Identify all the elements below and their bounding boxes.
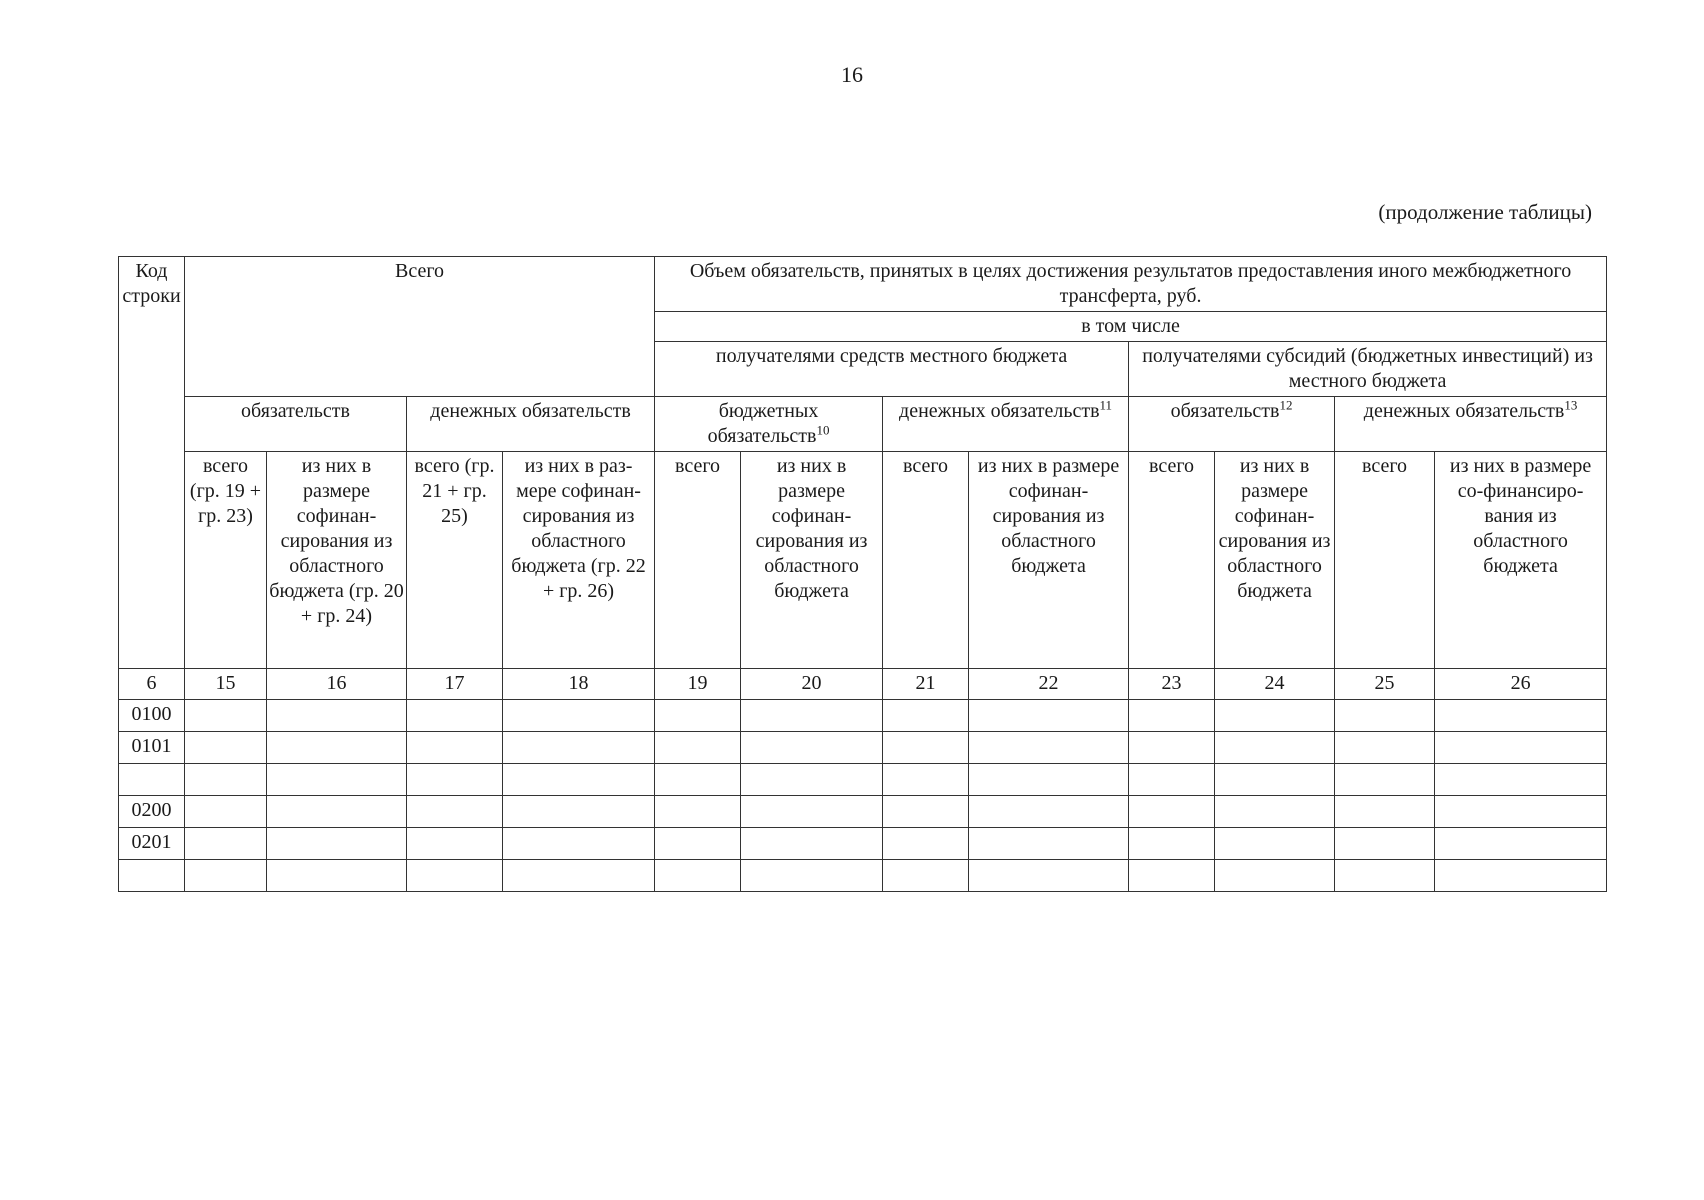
header-including: в том числе	[655, 312, 1607, 342]
column-number: 20	[741, 669, 883, 700]
table-cell[interactable]	[883, 732, 969, 764]
table-cell[interactable]	[883, 796, 969, 828]
table-row	[119, 828, 1607, 860]
table-cell[interactable]	[267, 828, 407, 860]
table-cell[interactable]	[969, 732, 1129, 764]
footnote-11: 11	[1099, 397, 1113, 413]
column-number: 18	[503, 669, 655, 700]
table-cell[interactable]	[969, 828, 1129, 860]
table-cell[interactable]	[655, 700, 741, 732]
header-col-15: всего (гр. 19 + гр. 23)	[185, 452, 267, 669]
column-number: 21	[883, 669, 969, 700]
column-number: 25	[1335, 669, 1435, 700]
header-monetary-obligations: денежных обязательств	[407, 397, 655, 452]
table-cell[interactable]	[1435, 732, 1607, 764]
table-cell[interactable]	[267, 700, 407, 732]
table-cell[interactable]	[741, 700, 883, 732]
table-cell[interactable]	[503, 700, 655, 732]
table-cell[interactable]	[185, 860, 267, 892]
table-cell[interactable]	[407, 732, 503, 764]
footnote-12: 12	[1279, 397, 1293, 413]
table-cell[interactable]	[741, 732, 883, 764]
table-row	[119, 732, 1607, 764]
footnote-13: 13	[1564, 397, 1578, 413]
header-col-22: из них в размере софинан-сирования из областного бюджета	[969, 452, 1129, 669]
table-cell[interactable]	[1129, 732, 1215, 764]
table-row	[119, 860, 1607, 892]
table-cell[interactable]	[185, 732, 267, 764]
table-cell[interactable]	[655, 764, 741, 796]
table-cell[interactable]	[1215, 796, 1335, 828]
table-cell[interactable]	[1435, 700, 1607, 732]
row-code	[119, 860, 185, 892]
table-cell[interactable]	[407, 860, 503, 892]
table-cell[interactable]	[185, 764, 267, 796]
row-code: 0201	[119, 828, 185, 860]
header-col-26: из них в размере со-финансиро-вания из областного бюджета	[1435, 452, 1607, 669]
table-cell[interactable]	[1215, 700, 1335, 732]
table-cell[interactable]	[1435, 860, 1607, 892]
column-number: 16	[267, 669, 407, 700]
table-cell[interactable]	[1129, 828, 1215, 860]
table-cell[interactable]	[1335, 732, 1435, 764]
table-cell[interactable]	[407, 764, 503, 796]
table-cell[interactable]	[1335, 764, 1435, 796]
header-recipients-subsidy: получателями субсидий (бюджетных инвестиций) из местного бюджета	[1129, 342, 1607, 397]
table-cell[interactable]	[1215, 828, 1335, 860]
header-recipients-local: получателями средств местного бюджета	[655, 342, 1129, 397]
column-number: 26	[1435, 669, 1607, 700]
column-number: 17	[407, 669, 503, 700]
header-volume: Объем обязательств, принятых в целях достижения результатов предоставления иного межбюджетного трансферта, руб.	[655, 257, 1607, 312]
row-code	[119, 764, 185, 796]
column-number: 24	[1215, 669, 1335, 700]
obligations-table	[118, 256, 1607, 892]
continuation-note: (продолжение таблицы)	[1378, 200, 1592, 224]
row-code: 0101	[119, 732, 185, 764]
table-cell[interactable]	[1215, 764, 1335, 796]
header-obligations: обязательств	[185, 397, 407, 452]
table-cell[interactable]	[883, 860, 969, 892]
table-cell[interactable]	[185, 828, 267, 860]
table-cell[interactable]	[1129, 796, 1215, 828]
column-number: 19	[655, 669, 741, 700]
header-col-23: всего	[1129, 452, 1215, 669]
table-cell[interactable]	[655, 796, 741, 828]
table-cell[interactable]	[1215, 860, 1335, 892]
header-col-25: всего	[1335, 452, 1435, 669]
table-cell[interactable]	[1335, 796, 1435, 828]
table-cell[interactable]	[185, 796, 267, 828]
header-col-24: из них в размере софинан-сирования из областного бюджета	[1215, 452, 1335, 669]
table-cell[interactable]	[1335, 700, 1435, 732]
table-cell[interactable]	[655, 828, 741, 860]
table-cell[interactable]	[267, 860, 407, 892]
table-cell[interactable]	[883, 700, 969, 732]
row-code: 0100	[119, 700, 185, 732]
header-col-18: из них в раз-мере софинан-сирования из областного бюджета (гр. 22 + гр. 26)	[503, 452, 655, 669]
table-cell[interactable]	[1129, 700, 1215, 732]
column-number: 15	[185, 669, 267, 700]
table-row	[119, 764, 1607, 796]
table-row	[119, 700, 1607, 732]
header-col-19: всего	[655, 452, 741, 669]
table-cell[interactable]	[883, 828, 969, 860]
table-cell[interactable]	[503, 828, 655, 860]
header-monetary-obligations-subsidy: денежных обязательств$^{13}$	[1335, 397, 1607, 452]
table-cell[interactable]	[407, 796, 503, 828]
column-number: 23	[1129, 669, 1215, 700]
table-cell[interactable]	[1435, 764, 1607, 796]
table-cell[interactable]	[1129, 860, 1215, 892]
table-row	[119, 796, 1607, 828]
table-cell[interactable]	[741, 764, 883, 796]
table-cell[interactable]	[883, 764, 969, 796]
table-cell[interactable]	[1129, 764, 1215, 796]
header-budget-obligations: бюджетных обязательств$^{10}$	[655, 397, 883, 452]
header-col-17: всего (гр. 21 + гр. 25)	[407, 452, 503, 669]
table-cell[interactable]	[1215, 732, 1335, 764]
row-code: 0200	[119, 796, 185, 828]
table-cell[interactable]	[969, 796, 1129, 828]
footnote-10: 10	[816, 422, 830, 438]
table-cell[interactable]	[407, 828, 503, 860]
table-cell[interactable]	[969, 700, 1129, 732]
table-cell[interactable]	[1435, 828, 1607, 860]
table-cell[interactable]	[267, 796, 407, 828]
table-cell[interactable]	[741, 860, 883, 892]
table-cell[interactable]	[185, 700, 267, 732]
table-cell[interactable]	[655, 860, 741, 892]
table-cell[interactable]	[1335, 860, 1435, 892]
column-number: 6	[119, 669, 185, 700]
column-number-row	[119, 669, 1607, 700]
table-cell[interactable]	[969, 860, 1129, 892]
header-total: Всего	[185, 257, 655, 397]
table-cell[interactable]	[1335, 828, 1435, 860]
header-obligations-subsidy: обязательств$^{12}$	[1129, 397, 1335, 452]
column-number: 22	[969, 669, 1129, 700]
header-col-20: из них в размере софинан-сирования из областного бюджета	[741, 452, 883, 669]
table-cell[interactable]	[1435, 796, 1607, 828]
header-code: Код строки	[119, 257, 185, 669]
table-cell[interactable]	[503, 796, 655, 828]
table-cell[interactable]	[741, 796, 883, 828]
table-cell[interactable]	[267, 764, 407, 796]
header-col-21: всего	[883, 452, 969, 669]
table-cell[interactable]	[741, 828, 883, 860]
table-cell[interactable]	[503, 860, 655, 892]
table-cell[interactable]	[969, 764, 1129, 796]
header-monetary-obligations-local: денежных обязательств$^{11}$	[883, 397, 1129, 452]
page-number: 16	[841, 62, 863, 87]
table-cell[interactable]	[267, 732, 407, 764]
table-cell[interactable]	[503, 764, 655, 796]
header-col-16: из них в размере софинан-сирования из областного бюджета (гр. 20 + гр. 24)	[267, 452, 407, 669]
table-cell[interactable]	[407, 700, 503, 732]
table-cell[interactable]	[503, 732, 655, 764]
table-cell[interactable]	[655, 732, 741, 764]
